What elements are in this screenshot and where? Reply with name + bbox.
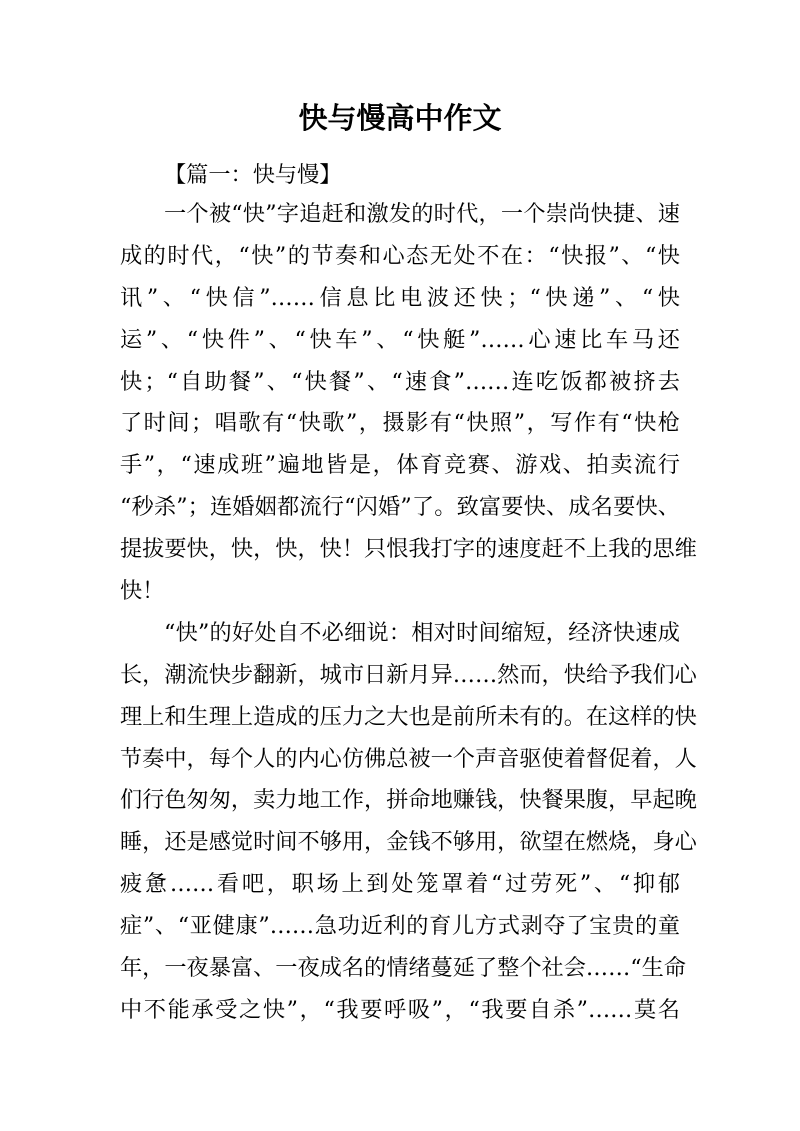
document-body: [120, 157, 697, 1032]
paragraph-1: [120, 194, 697, 613]
document-title: 快与慢高中作文: [298, 101, 502, 135]
paragraph-line: 节奏中，每个人的内心仿佛总被一个声音驱使着督促着，人: [120, 745, 697, 772]
paragraph-line: 长，潮流快步翻新，城市日新月异……然而，快给予我们心: [120, 661, 697, 688]
paragraph-line: 提拔要快，快，快，快！只恨我打字的速度赶不上我的思维: [120, 536, 697, 563]
paragraph-line: 疲惫……看吧，职场上到处笼罩着“过劳死”、“抑郁: [120, 871, 680, 898]
paragraph-line: 们行色匆匆，卖力地工作，拼命地赚钱，快餐果腹，早起晚: [120, 787, 697, 814]
paragraph-line: 快；“自助餐”、“快餐”、“速食”……连吃饭都被挤去: [120, 368, 680, 395]
paragraph-line: 症”、“亚健康”……急功近利的育儿方式剥夺了宝贵的童: [120, 913, 680, 940]
paragraph-line: 一个被“快”字追赶和激发的时代，一个崇尚快捷、速: [164, 201, 680, 227]
paragraph-line: 快！: [120, 578, 165, 605]
paragraph-line: 理上和生理上造成的压力之大也是前所未有的。在这样的快: [120, 703, 697, 730]
paragraph-line: 运”、“快件”、“快车”、“快艇”……心速比车马还: [120, 326, 680, 353]
paragraph-line: “秒杀”；连婚姻都流行“闪婚”了。致富要快、成名要快、: [120, 494, 680, 521]
paragraph-line: 了时间；唱歌有“快歌”，摄影有“快照”，写作有“快枪: [120, 410, 680, 437]
paragraph-line: 手”，“速成班”遍地皆是，体育竞赛、游戏、拍卖流行: [120, 452, 680, 479]
paragraph-line: 年，一夜暴富、一夜成名的情绪蔓延了整个社会……“生命: [120, 955, 687, 982]
section-heading: 【篇一：快与慢】: [164, 162, 342, 188]
paragraph-line: 中不能承受之快”，“我要呼吸”，“我要自杀”……莫名: [120, 996, 680, 1023]
paragraph-line: 成的时代，“快”的节奏和心态无处不在：“快报”、“快: [120, 242, 680, 269]
paragraph-line: “快”的好处自不必细说：相对时间缩短，经济快速成: [164, 619, 680, 646]
paragraph-2: [120, 613, 697, 1032]
paragraph-line: 睡，还是感觉时间不够用，金钱不够用，欲望在燃烧，身心: [120, 829, 697, 856]
paragraph-line: 讯”、“快信”……信息比电波还快；“快递”、“快: [120, 284, 680, 311]
